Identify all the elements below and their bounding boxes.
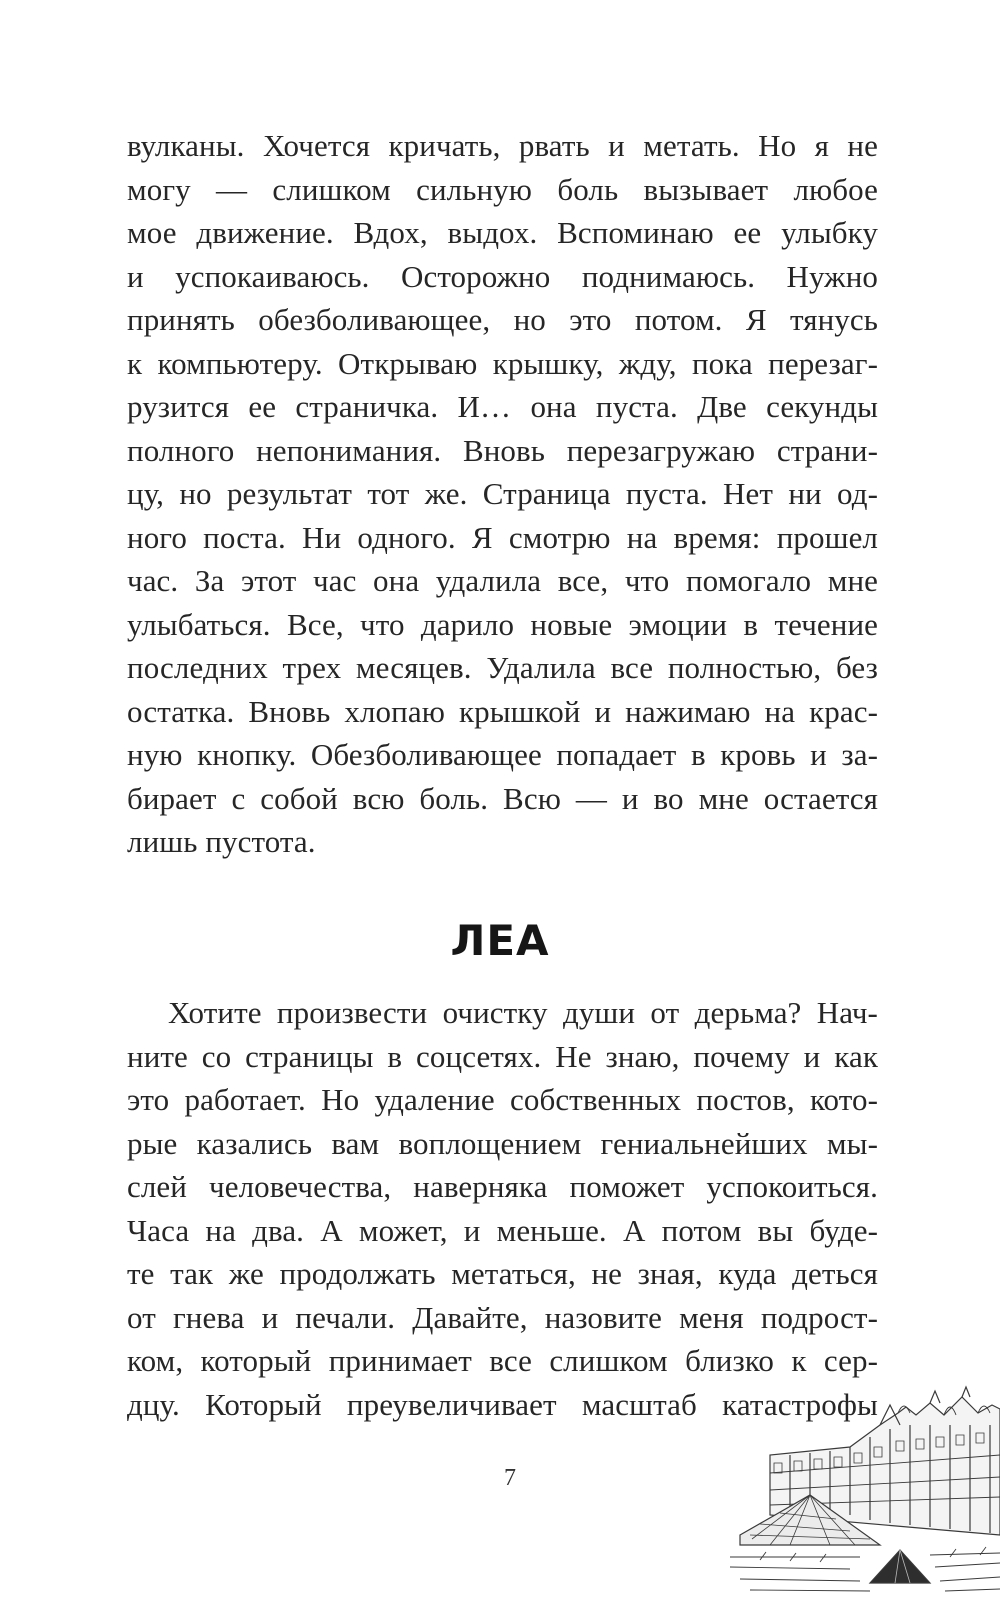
text-line: вулканы. Хочется кричать, рвать и метать. Но я не [127,128,878,163]
text-line: и успокаиваюсь. Осторожно поднимаюсь. Нужно [127,258,878,294]
text-line: ную кнопку. Обезболивающее попадает в кровь и за- [127,737,878,772]
ground-hatching [730,1547,1000,1591]
text-line: ком, который принимает все слишком близко к сер- [127,1343,878,1378]
text-line: Хотите произвести очистку души от дерьма? Нач- [168,995,878,1030]
text-line: бирает с собой всю боль. Всю — и во мне остается [127,780,878,816]
text-line: цу, но результат тот же. Страница пуста. Нет ни од- [127,476,878,511]
text-line: полного непонимания. Вновь перезагружаю страни- [127,432,878,468]
small-pyramid [870,1550,930,1583]
page-number: 7 [504,1465,516,1491]
text-line: это работает. Но удаление собственных постов, кото- [127,1082,878,1117]
text-line: рые казались вам воплощением гениальнейших мы- [127,1125,878,1161]
text-line: Часа на два. А может, и меньше. А потом вы буде- [127,1212,878,1248]
text-line: последних трех месяцев. Удалила все полностью, без [127,650,878,685]
text-line: ните со страницы в соцсетях. Не знаю, почему и как [127,1038,878,1074]
text-line: слей человечества, наверняка поможет успокоиться. [127,1169,878,1204]
text-line: к компьютеру. Открываю крышку, жду, пока перезаг- [127,345,878,381]
text-line: дцу. Который преувеличивает масштаб катастрофы [127,1386,878,1422]
text-line: могу — слишком сильную боль вызывает любое [127,171,878,207]
text-line: от гнева и печали. Давайте, назовите меня подрост- [127,1299,878,1335]
paragraph-1 [127,124,878,864]
text-line: лишь пустота. [127,824,316,859]
louvre-sketch-illustration [730,1385,1000,1597]
chapter-title: ЛЕА [450,916,550,965]
text-line: остатка. Вновь хлопаю крышкой и нажимаю на крас- [127,693,878,729]
text-line: принять обезболивающее, но это потом. Я тянусь [127,302,878,337]
text-line: те так же продолжать метаться, не зная, куда деться [127,1256,878,1291]
text-line: улыбаться. Все, что дарило новые эмоции в течение [127,606,878,642]
text-line: рузится ее страничка. И… она пуста. Две секунды [127,389,878,424]
text-line: мое движение. Вдох, выдох. Вспоминаю ее улыбку [127,215,878,250]
text-line: ного поста. Ни одного. Я смотрю на время: прошел [127,519,878,555]
text-line: час. За этот час она удалила все, что помогало мне [127,563,878,598]
paragraph-2 [127,991,878,1426]
